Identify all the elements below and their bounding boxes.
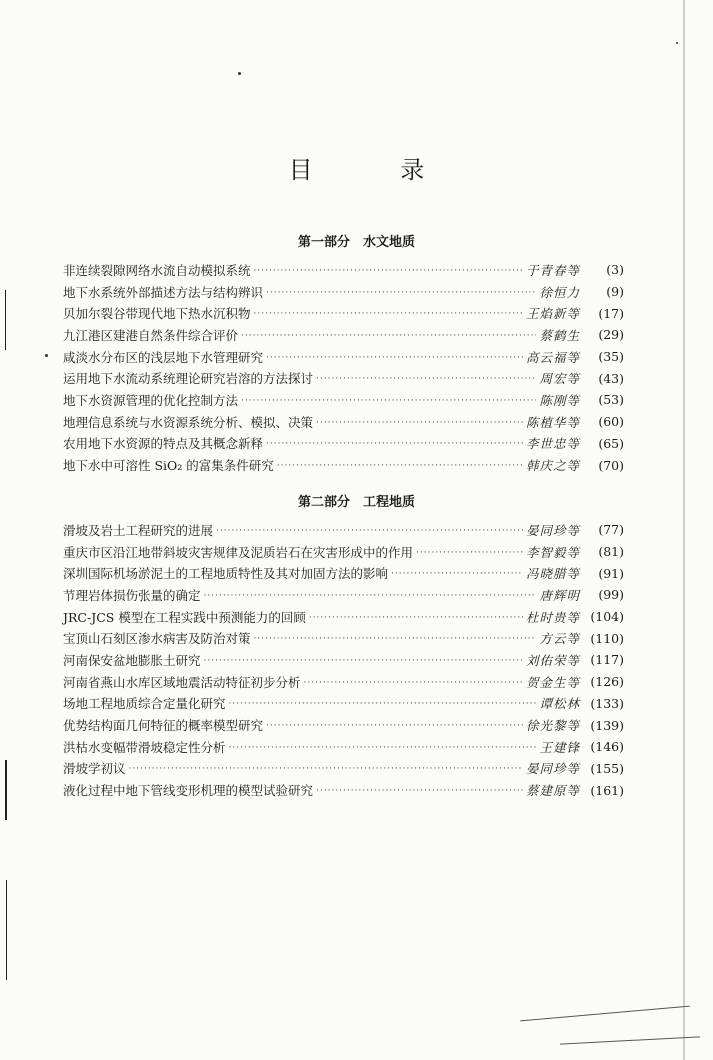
toc-entry-author: 蔡鹤生: [539, 327, 580, 343]
dot-leader: [204, 656, 523, 666]
toc-entry-page: (126): [590, 674, 624, 690]
dot-leader: [266, 439, 523, 449]
dot-leader: [129, 764, 523, 774]
toc-entry-page: (104): [590, 609, 624, 625]
toc-entry-author: 晏同珍等: [525, 761, 580, 777]
toc-entry-page: (29): [598, 327, 624, 343]
toc-entry-title: 贝加尔裂谷带现代地下热水沉积物: [63, 306, 251, 322]
dot-leader: [204, 591, 537, 601]
toc-entry-author: 杜时贵等: [525, 609, 580, 625]
toc-entry-author: 陈植华等: [525, 414, 580, 430]
toc-entry-author: 王建锋: [539, 739, 580, 755]
toc-entry-author: 徐恒力: [539, 284, 580, 300]
toc-entry-author: 冯晓腊等: [525, 566, 580, 582]
toc-entry-author: 晏同珍等: [525, 522, 580, 538]
scan-mark: [520, 1006, 689, 1022]
toc-entry-title: 液化过程中地下管线变形机理的模型试验研究: [63, 783, 314, 799]
toc-entry-page: (81): [598, 544, 624, 560]
toc-list-hydrogeology: [63, 259, 624, 476]
toc-entry-title: 河南省燕山水库区域地震活动特征初步分析: [63, 674, 301, 690]
scan-mark: [6, 880, 7, 980]
scan-mark: [560, 1036, 700, 1044]
toc-entry: [63, 693, 624, 715]
toc-entry-title: 咸淡水分布区的浅层地下水管理研究: [63, 349, 264, 365]
toc-entry-title: 洪枯水变幅带滑坡稳定性分析: [63, 739, 226, 755]
toc-list-engineering-geology: [63, 519, 624, 801]
dot-leader: [229, 699, 537, 709]
toc-entry-page: (35): [598, 349, 624, 365]
scan-dot: [45, 354, 48, 357]
toc-entry-page: (53): [598, 392, 624, 408]
toc-entry-page: (133): [590, 695, 624, 711]
toc-entry: [63, 519, 624, 541]
toc-entry: [63, 367, 624, 389]
dot-leader: [316, 786, 523, 796]
toc-entry: [63, 736, 624, 758]
dot-leader: [266, 288, 536, 298]
page-title: 目 录: [288, 156, 465, 184]
section-heading-engineering-geology: 第二部分 工程地质: [297, 495, 415, 510]
toc-entry: [63, 324, 624, 346]
scan-dot: [676, 42, 678, 44]
dot-leader: [241, 331, 536, 341]
dot-leader: [254, 309, 523, 319]
dot-leader: [277, 461, 523, 471]
toc-entry-page: (155): [590, 760, 624, 776]
toc-entry: [63, 627, 624, 649]
toc-entry-page: (43): [598, 370, 624, 386]
toc-entry-page: (9): [606, 284, 624, 300]
toc-entry: [63, 541, 624, 563]
toc-entry: [63, 259, 624, 281]
dot-leader: [266, 353, 523, 363]
dot-leader: [316, 418, 523, 428]
dot-leader: [309, 613, 523, 623]
toc-entry-author: 陈刚等: [539, 392, 580, 408]
toc-entry-page: (99): [598, 587, 624, 603]
toc-entry-page: (91): [598, 565, 624, 581]
toc-entry-author: 李世忠等: [525, 436, 580, 452]
scan-dot: [238, 72, 241, 75]
toc-entry-title: 重庆市区沿江地带斜坡灾害规律及泥质岩石在灾害形成中的作用: [63, 544, 414, 560]
toc-entry-title: JRC-JCS 模型在工程实践中预测能力的回顾: [63, 609, 306, 625]
toc-entry-title: 宝顶山石刻区渗水病害及防治对策: [63, 631, 251, 647]
dot-leader: [316, 374, 536, 384]
toc-entry-title: 滑坡学初议: [63, 761, 126, 777]
toc-entry: [63, 714, 624, 736]
toc-entry-title: 滑坡及岩土工程研究的进展: [63, 522, 214, 538]
toc-entry-author: 高云福等: [525, 349, 580, 365]
toc-entry-author: 徐光黎等: [525, 718, 580, 734]
toc-entry-title: 地下水资源管理的优化控制方法: [63, 392, 239, 408]
toc-entry-author: 于青春等: [525, 262, 580, 278]
toc-entry-title: 非连续裂隙网络水流自动模拟系统: [63, 262, 251, 278]
toc-entry-author: 王焰新等: [525, 306, 580, 322]
toc-entry-page: (161): [590, 782, 624, 798]
toc-entry-author: 蔡建原等: [525, 783, 580, 799]
toc-entry: [63, 649, 624, 671]
toc-entry: [63, 779, 624, 801]
toc-entry: [63, 411, 624, 433]
toc-entry-title: 节理岩体损伤张量的确定: [63, 587, 201, 603]
toc-entry-page: (77): [598, 522, 624, 538]
toc-entry: [63, 606, 624, 628]
toc-entry-author: 唐辉明: [539, 587, 580, 603]
toc-entry-title: 地理信息系统与水资源系统分析、模拟、决策: [63, 414, 314, 430]
dot-leader: [266, 721, 523, 731]
dot-leader: [216, 526, 523, 536]
toc-entry-page: (139): [590, 717, 624, 733]
toc-entry-author: 周宏等: [539, 371, 580, 387]
toc-entry-title: 河南保安盆地膨胀土研究: [63, 652, 201, 668]
toc-entry-page: (146): [590, 739, 624, 755]
toc-entry: [63, 562, 624, 584]
toc-entry-title: 场地工程地质综合定量化研究: [63, 696, 226, 712]
toc-entry-title: 运用地下水流动系统理论研究岩溶的方法探讨: [63, 371, 314, 387]
toc-entry: [63, 454, 624, 476]
toc-entry: [63, 433, 624, 455]
toc-entry-title: 农用地下水资源的特点及其概念新释: [63, 436, 264, 452]
toc-entry-page: (117): [590, 652, 624, 668]
dot-leader: [416, 548, 523, 558]
dot-leader: [254, 634, 537, 644]
toc-entry-page: (17): [598, 305, 624, 321]
toc-entry-title: 地下水中可溶性 SiO₂ 的富集条件研究: [63, 458, 274, 474]
dot-leader: [254, 266, 523, 276]
dot-leader: [241, 396, 536, 406]
toc-entry-title: 深圳国际机场淤泥土的工程地质特性及其对加固方法的影响: [63, 566, 389, 582]
toc-entry-author: 李智毅等: [525, 544, 580, 560]
toc-entry-title: 优势结构面几何特征的概率模型研究: [63, 718, 264, 734]
dot-leader: [304, 678, 523, 688]
toc-entry-page: (60): [598, 414, 624, 430]
toc-entry: [63, 302, 624, 324]
dot-leader: [229, 743, 537, 753]
toc-entry-title: 九江港区建港自然条件综合评价: [63, 327, 239, 343]
toc-entry: [63, 671, 624, 693]
scan-mark: [5, 760, 7, 820]
toc-entry-author: 韩庆之等: [525, 458, 580, 474]
toc-entry: [63, 389, 624, 411]
toc-entry-title: 地下水系统外部描述方法与结构辨识: [63, 284, 264, 300]
toc-entry-author: 谭松林: [539, 696, 580, 712]
dot-leader: [391, 569, 523, 579]
toc-entry-author: 方云等: [539, 631, 580, 647]
toc-entry-page: (110): [590, 630, 624, 646]
section-heading-hydrogeology: 第一部分 水文地质: [297, 235, 415, 250]
toc-entry-author: 贺金生等: [525, 674, 580, 690]
toc-entry: [63, 758, 624, 780]
toc-entry-page: (70): [598, 457, 624, 473]
toc-entry: [63, 346, 624, 368]
toc-entry-page: (3): [606, 262, 624, 278]
scan-mark: [5, 290, 6, 350]
toc-entry-page: (65): [598, 435, 624, 451]
toc-entry-author: 刘佑荣等: [525, 652, 580, 668]
scan-edge-line: [683, 0, 685, 1060]
toc-entry: [63, 584, 624, 606]
toc-entry: [63, 281, 624, 303]
